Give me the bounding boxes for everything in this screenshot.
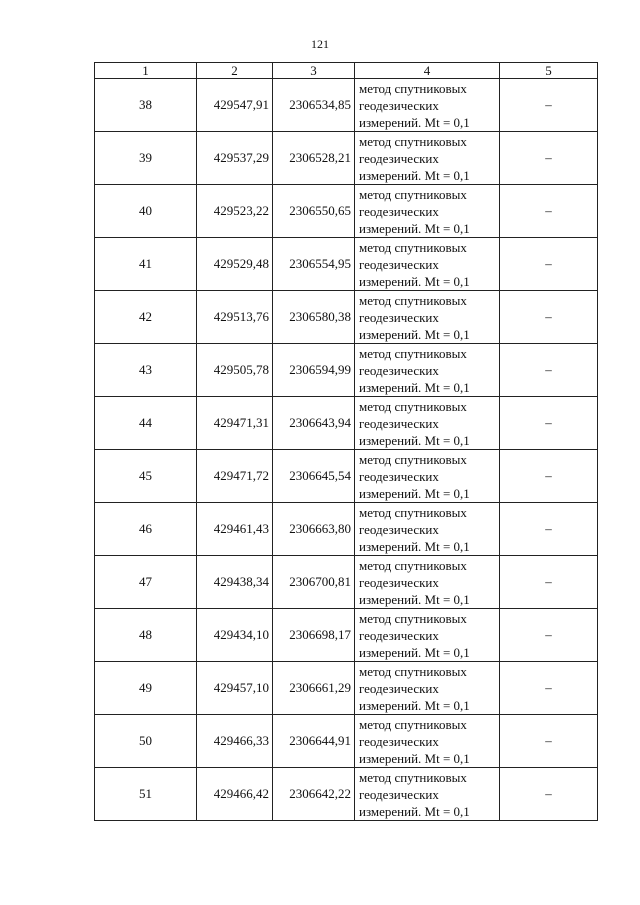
point-number-cell: 43 [95,344,197,397]
method-text-line: измерений. Mt = 0,1 [359,379,470,395]
y-coordinate-cell: 2306594,99 [273,344,355,397]
method-text-line: измерений. Mt = 0,1 [359,273,470,289]
x-coordinate-cell: 429513,76 [197,291,273,344]
method-cell [355,344,500,397]
table-row [95,185,598,238]
y-coordinate-cell: 2306663,80 [273,503,355,556]
method-text-line: геодезических [359,733,439,749]
method-text-line: геодезических [359,415,439,431]
note-cell: – [500,132,598,185]
table-body [95,79,598,821]
table-row [95,609,598,662]
note-cell: – [500,662,598,715]
method-text-line: метод спутниковых [359,133,467,149]
note-cell: – [500,185,598,238]
y-coordinate-cell: 2306661,29 [273,662,355,715]
method-cell [355,768,500,821]
point-number-cell: 40 [95,185,197,238]
x-coordinate-cell: 429466,33 [197,715,273,768]
x-coordinate-cell: 429471,31 [197,397,273,450]
method-text-line: измерений. Mt = 0,1 [359,432,470,448]
table-row [95,450,598,503]
method-text-line: геодезических [359,150,439,166]
page-number: 121 [311,37,329,51]
method-cell [355,715,500,768]
table-row [95,291,598,344]
method-text-line: метод спутниковых [359,239,467,255]
x-coordinate-cell: 429505,78 [197,344,273,397]
y-coordinate-cell: 2306554,95 [273,238,355,291]
method-cell [355,503,500,556]
method-text-line: измерений. Mt = 0,1 [359,538,470,554]
point-number-cell: 50 [95,715,197,768]
point-number-cell: 44 [95,397,197,450]
header-col-1: 1 [95,63,197,79]
x-coordinate-cell: 429457,10 [197,662,273,715]
note-cell: – [500,291,598,344]
x-coordinate-cell: 429547,91 [197,79,273,132]
table-row [95,662,598,715]
x-coordinate-cell: 429471,72 [197,450,273,503]
method-text-line: геодезических [359,786,439,802]
method-text-line: измерений. Mt = 0,1 [359,750,470,766]
y-coordinate-cell: 2306534,85 [273,79,355,132]
note-cell: – [500,556,598,609]
method-cell [355,79,500,132]
table-row [95,503,598,556]
method-text-line: измерений. Mt = 0,1 [359,167,470,183]
method-cell [355,185,500,238]
note-cell: – [500,715,598,768]
point-number-cell: 45 [95,450,197,503]
method-text-line: геодезических [359,362,439,378]
x-coordinate-cell: 429466,42 [197,768,273,821]
method-text-line: метод спутниковых [359,610,467,626]
method-text-line: метод спутниковых [359,504,467,520]
y-coordinate-cell: 2306645,54 [273,450,355,503]
table-row [95,238,598,291]
header-col-4: 4 [355,63,500,79]
method-text-line: измерений. Mt = 0,1 [359,220,470,236]
method-cell [355,450,500,503]
y-coordinate-cell: 2306700,81 [273,556,355,609]
table-row [95,556,598,609]
table-row [95,397,598,450]
x-coordinate-cell: 429537,29 [197,132,273,185]
x-coordinate-cell: 429523,22 [197,185,273,238]
method-text-line: метод спутниковых [359,80,467,96]
method-text-line: геодезических [359,680,439,696]
point-number-cell: 47 [95,556,197,609]
header-col-5: 5 [500,63,598,79]
note-cell: – [500,397,598,450]
method-text-line: метод спутниковых [359,663,467,679]
method-text-line: измерений. Mt = 0,1 [359,803,470,819]
coordinates-table [94,62,598,821]
x-coordinate-cell: 429461,43 [197,503,273,556]
header-col-3: 3 [273,63,355,79]
method-text-line: метод спутниковых [359,186,467,202]
method-text-line: измерений. Mt = 0,1 [359,485,470,501]
point-number-cell: 42 [95,291,197,344]
note-cell: – [500,503,598,556]
note-cell: – [500,238,598,291]
y-coordinate-cell: 2306528,21 [273,132,355,185]
method-cell [355,132,500,185]
point-number-cell: 39 [95,132,197,185]
method-text-line: метод спутниковых [359,292,467,308]
point-number-cell: 41 [95,238,197,291]
method-text-line: метод спутниковых [359,557,467,573]
method-text-line: измерений. Mt = 0,1 [359,326,470,342]
method-text-line: геодезических [359,256,439,272]
y-coordinate-cell: 2306550,65 [273,185,355,238]
note-cell: – [500,344,598,397]
method-text-line: метод спутниковых [359,345,467,361]
point-number-cell: 51 [95,768,197,821]
method-text-line: измерений. Mt = 0,1 [359,591,470,607]
table-header-row [95,63,598,79]
method-text-line: метод спутниковых [359,398,467,414]
method-cell [355,556,500,609]
point-number-cell: 38 [95,79,197,132]
x-coordinate-cell: 429434,10 [197,609,273,662]
y-coordinate-cell: 2306580,38 [273,291,355,344]
note-cell: – [500,450,598,503]
point-number-cell: 46 [95,503,197,556]
point-number-cell: 49 [95,662,197,715]
method-cell [355,291,500,344]
table-row [95,715,598,768]
method-text-line: геодезических [359,309,439,325]
method-cell [355,397,500,450]
note-cell: – [500,768,598,821]
y-coordinate-cell: 2306642,22 [273,768,355,821]
method-text-line: измерений. Mt = 0,1 [359,644,470,660]
note-cell: – [500,79,598,132]
method-cell [355,609,500,662]
point-number-cell: 48 [95,609,197,662]
method-text-line: геодезических [359,627,439,643]
method-text-line: метод спутниковых [359,716,467,732]
y-coordinate-cell: 2306644,91 [273,715,355,768]
table-row [95,768,598,821]
table-row [95,79,598,132]
y-coordinate-cell: 2306698,17 [273,609,355,662]
method-cell [355,662,500,715]
method-text-line: геодезических [359,203,439,219]
method-text-line: геодезических [359,468,439,484]
note-cell: – [500,609,598,662]
method-text-line: измерений. Mt = 0,1 [359,114,470,130]
y-coordinate-cell: 2306643,94 [273,397,355,450]
table-row [95,132,598,185]
x-coordinate-cell: 429438,34 [197,556,273,609]
header-col-2: 2 [197,63,273,79]
method-text-line: метод спутниковых [359,451,467,467]
method-text-line: геодезических [359,97,439,113]
method-text-line: измерений. Mt = 0,1 [359,697,470,713]
method-text-line: метод спутниковых [359,769,467,785]
table-row [95,344,598,397]
method-cell [355,238,500,291]
x-coordinate-cell: 429529,48 [197,238,273,291]
method-text-line: геодезических [359,574,439,590]
method-text-line: геодезических [359,521,439,537]
